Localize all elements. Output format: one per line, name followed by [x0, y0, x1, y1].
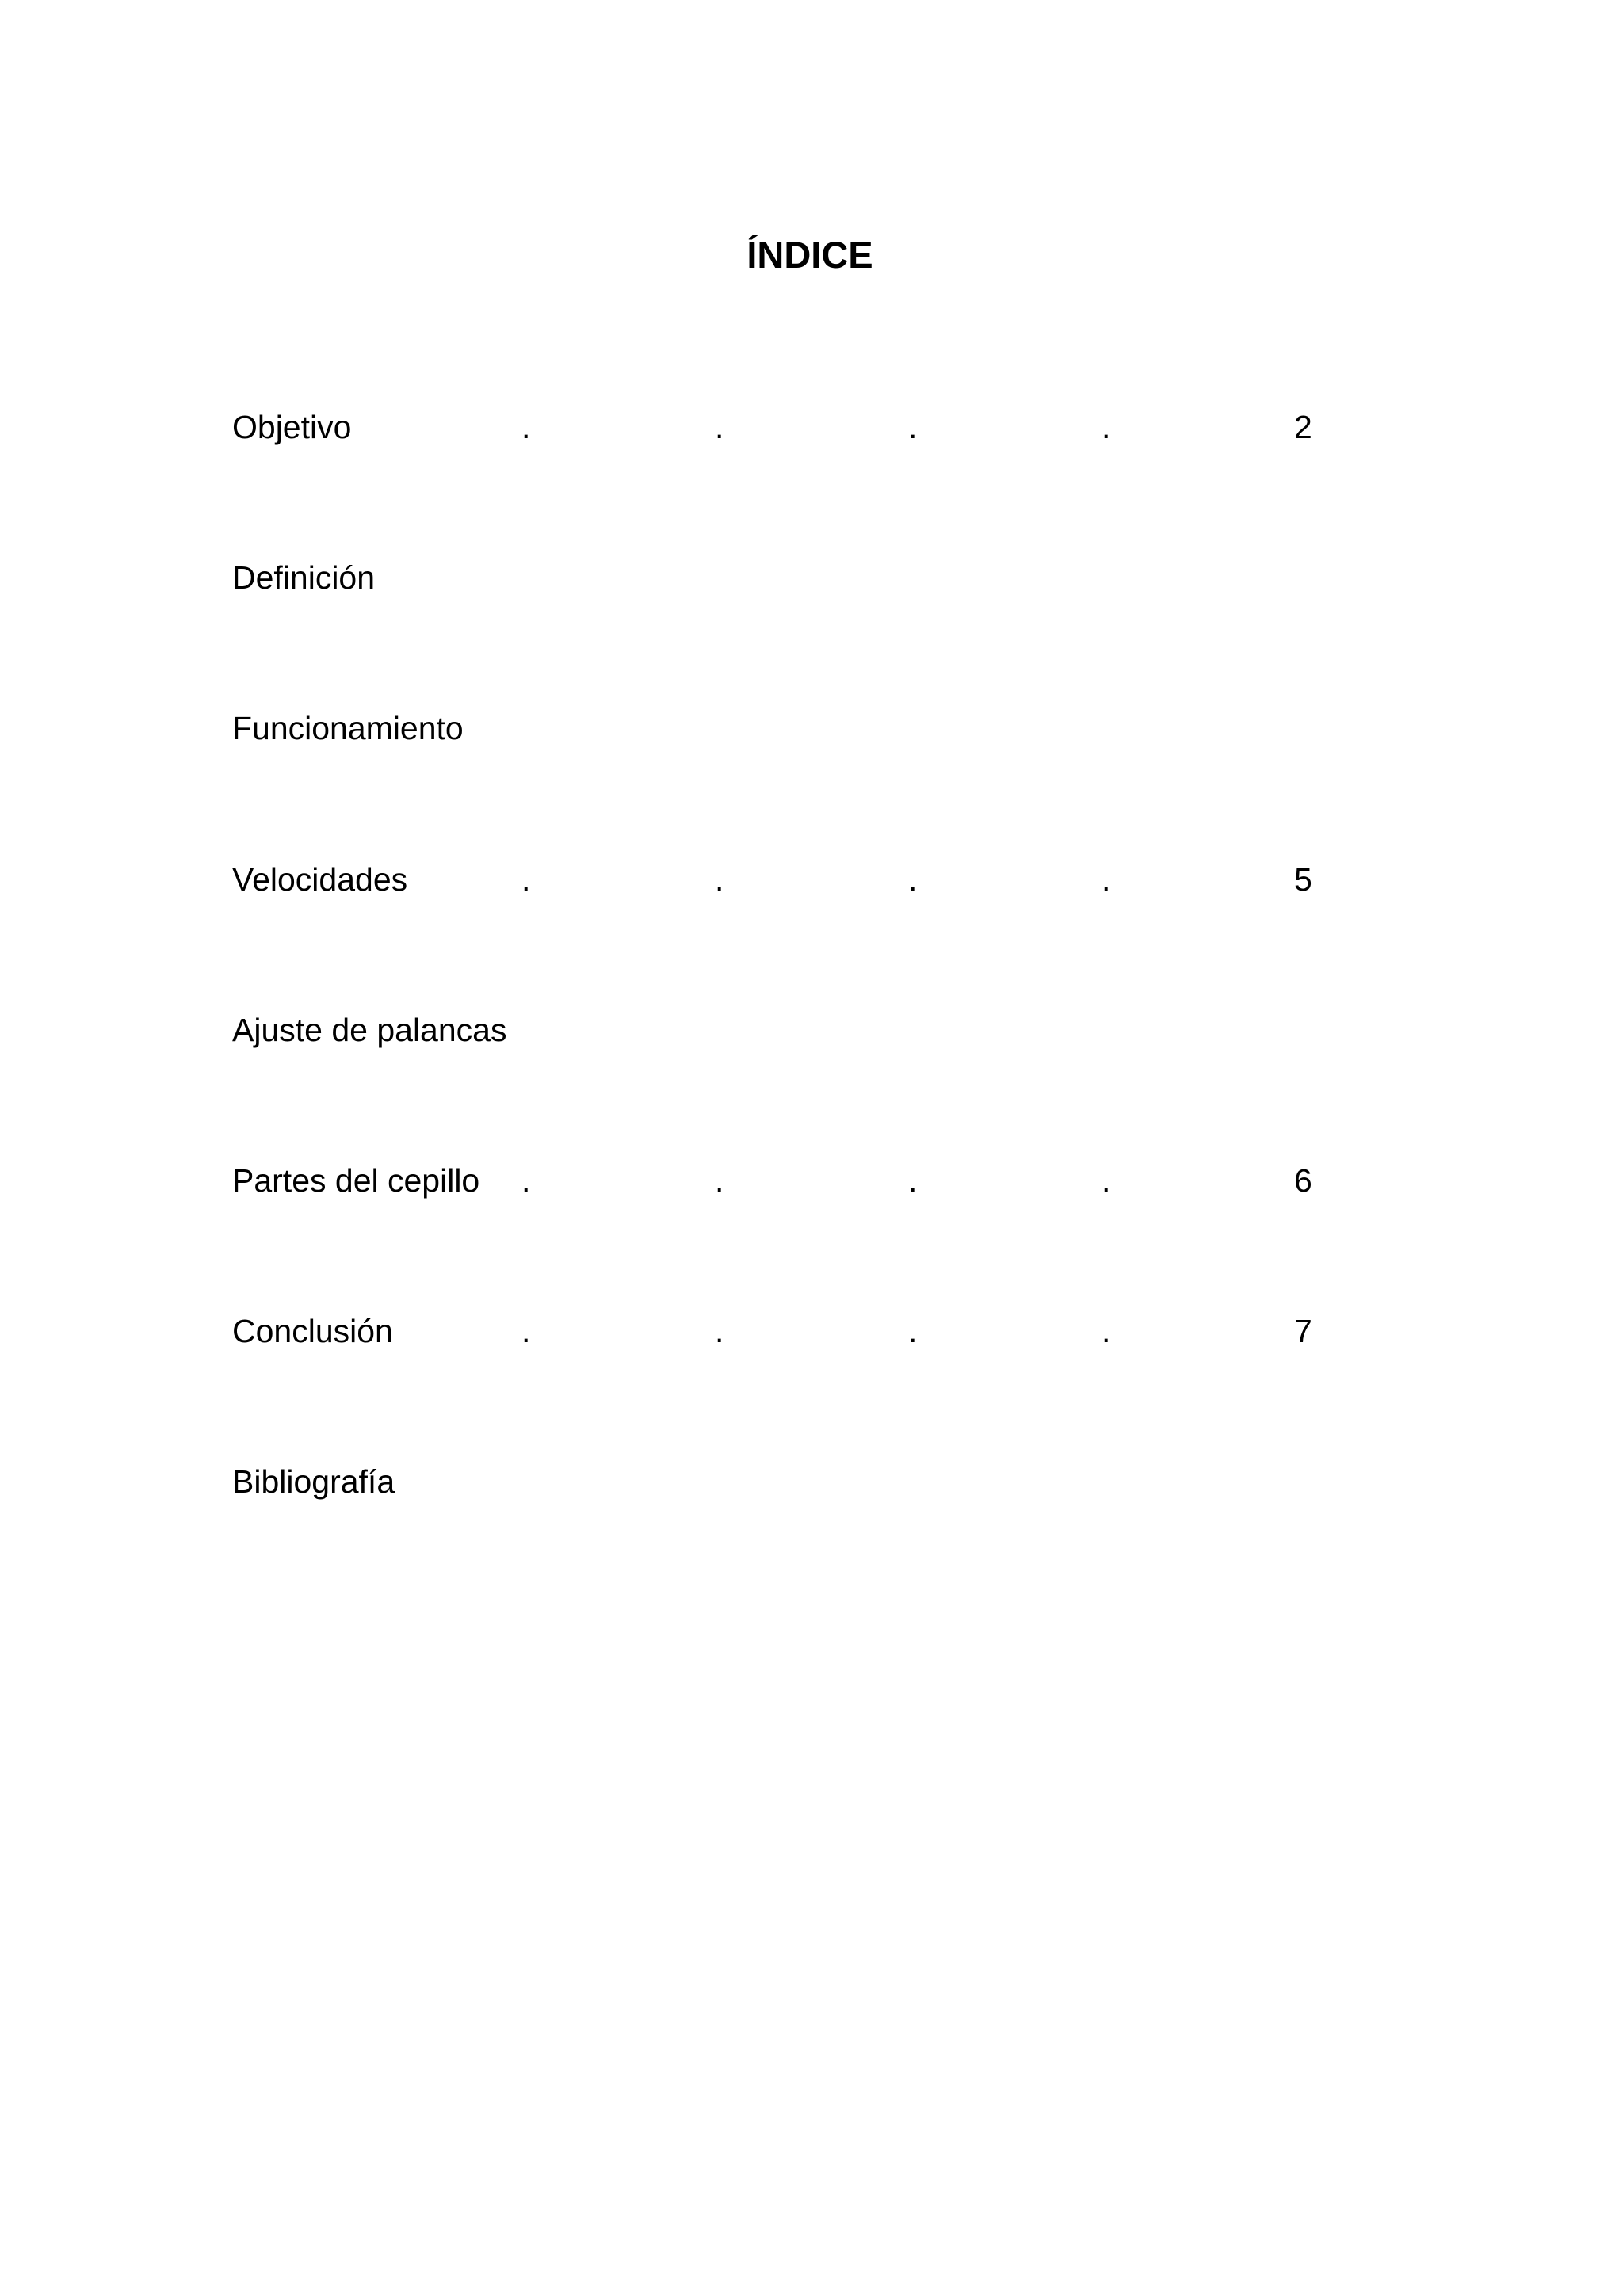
toc-leader-dot: .: [715, 1313, 724, 1349]
toc-leader-dot: .: [521, 1162, 531, 1199]
toc-entry: [0, 554, 1623, 601]
toc-leader-dot: .: [715, 861, 724, 898]
toc-entry: [0, 1157, 1623, 1204]
toc-leader-dot: .: [1102, 1162, 1111, 1199]
toc-page-number: 7: [1294, 1313, 1312, 1349]
toc-leader-dot: .: [908, 861, 918, 898]
toc-page-number: 2: [1294, 409, 1312, 445]
toc-page-number: 6: [1294, 1162, 1312, 1199]
toc-title: ÍNDICE: [747, 234, 873, 276]
toc-leader-dot: .: [715, 1162, 724, 1199]
toc-leader-dot: .: [908, 1313, 918, 1349]
toc-entry-label: Ajuste de palancas: [232, 1012, 507, 1048]
toc-leader-dot: .: [521, 861, 531, 898]
toc-entry: [0, 1307, 1623, 1355]
toc-leader-dot: .: [521, 1313, 531, 1349]
toc-entry-label: Conclusión: [232, 1313, 393, 1349]
toc-leader-dot: .: [908, 409, 918, 445]
toc-entry: [0, 1458, 1623, 1505]
toc-entry-label: Objetivo: [232, 409, 352, 445]
toc-entry: [0, 1006, 1623, 1054]
toc-leader-dot: .: [908, 1162, 918, 1199]
toc-leader-dot: .: [1102, 861, 1111, 898]
toc-page-number: 5: [1294, 861, 1312, 898]
toc-leader-dot: .: [1102, 409, 1111, 445]
toc-entry-label: Partes del cepillo: [232, 1162, 480, 1199]
toc-entry-label: Velocidades: [232, 861, 408, 898]
toc-entry-label: Definición: [232, 559, 376, 596]
toc-leader-dot: .: [1102, 1313, 1111, 1349]
toc-entry-label: Bibliografía: [232, 1463, 395, 1500]
toc-entry: [0, 403, 1623, 451]
toc-entry: [0, 704, 1623, 752]
toc-entry: [0, 856, 1623, 903]
toc-leader-dot: .: [521, 409, 531, 445]
toc-leader-dot: .: [715, 409, 724, 445]
toc-entry-label: Funcionamiento: [232, 710, 464, 746]
